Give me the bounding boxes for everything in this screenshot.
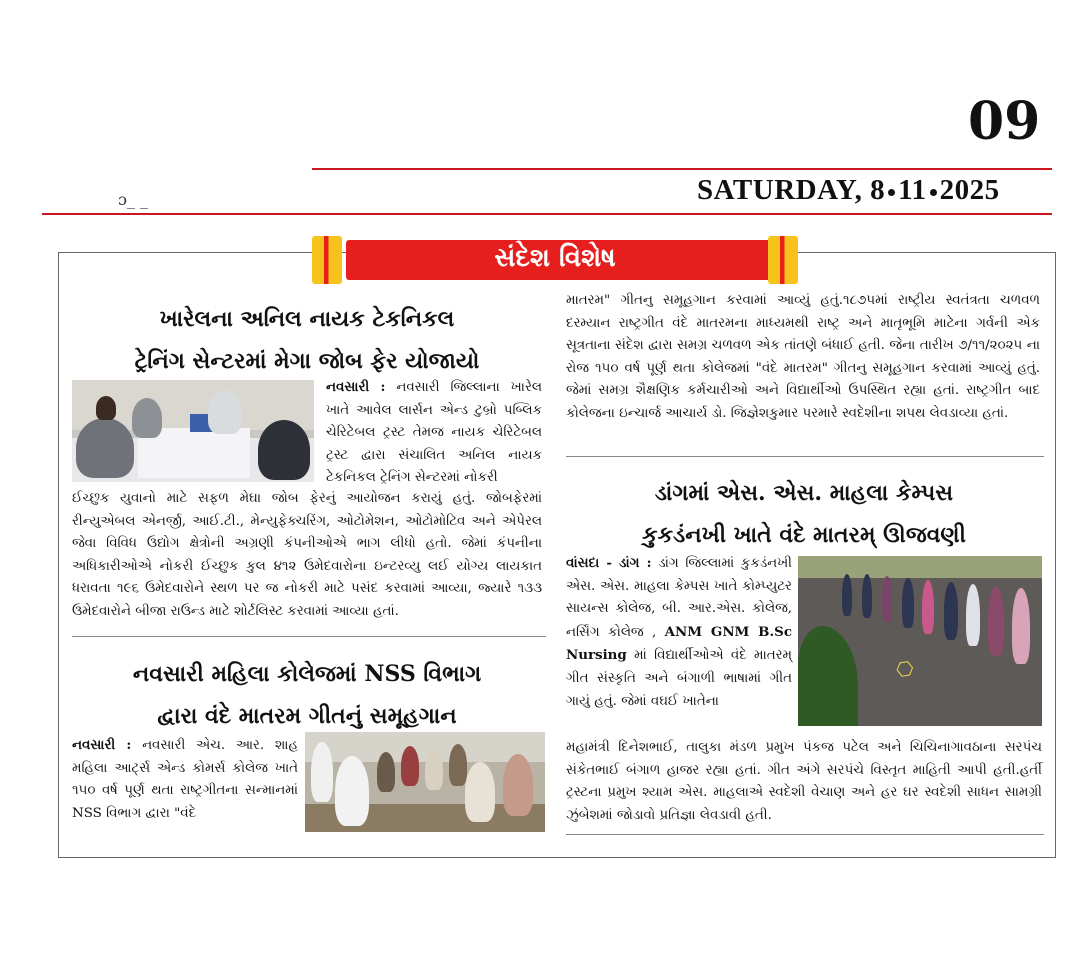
article2-continuation-text: માતરમ" ગીતનુ સમૂહગાન કરવામાં આવ્યું હતું.૧૮૭૫માં રાષ્ટ્રીય સ્વતંત્રતા ચળવળ દરમ્યાન રાષ્ટ્રગીત વંદે માતરમના માધ્યમથી રાષ્ટ્ર અને માતૃભૂમિ માટેના ગર્વની એક સૂત્રતાના સંદેશ દ્વારા સમગ્ર ચળવળ એક તાંતણે બંધાઈ હતી. જેના તારીખ ૭/૧૧/૨૦૨૫ ના રોજ ૧૫૦ વર્ષ પૂર્ણ થતા કોલેજમાં "વંદે માતરમ" ગીતનુ સમૂહગાન કરવામાં આવ્યું હતું. જેમાં સમગ્ર શૈક્ષણિક કર્મચારીઓ અને વિદ્યાર્થીઓ ઉપસ્થિત રહ્યા હતાં. રાષ્ટ્રગીત બાદ કોલેજના ઇન્ચાર્જ આચાર્ય ડો. જિજ્ઞેશકુમાર પરમારે સ્વદેશીના શપથ લેવડાવ્યા હતાં. xyxy=(566,293,1040,421)
article2-headline-line2: દ્વારા વંદે માતરમ ગીતનું સમૂહગાન xyxy=(157,703,457,729)
article2-continuation xyxy=(566,290,1040,425)
section-title: સંદેશ વિશેષ xyxy=(494,243,616,273)
article3-separator xyxy=(566,834,1044,835)
page-number: 09 xyxy=(968,91,1041,152)
article1-body-lead xyxy=(326,376,542,490)
article1-headline-line1: ખારેલના અનિલ નાયક ટેકનિકલ xyxy=(159,306,455,332)
article3-headline xyxy=(566,472,1042,556)
article1-photo xyxy=(72,380,314,482)
article1-separator xyxy=(72,636,546,637)
dateline xyxy=(697,174,1000,207)
date-month: 11 xyxy=(898,174,927,206)
article2-photo xyxy=(305,732,545,832)
article3-lead-text-b: માં વિદ્યાર્થીઓએ વંદે માતરમ્ ગીત સંસ્કૃતિ અને બંગાળી ભાષામાં ગીત ગાયું હતું. જેમાં વઘઈ ખાતેના xyxy=(566,648,792,709)
article3-headline-line2: કુકડંનખી ખાતે વંદે માતરમ્ ઊજવણી xyxy=(642,522,966,548)
article3-nursing-courses: ANM GNM B.Sc Nursing xyxy=(566,623,792,664)
article2-body-lead xyxy=(72,734,298,825)
article2-dateline: નવસારી : xyxy=(72,737,132,753)
masthead-top-rule xyxy=(312,168,1052,170)
date-separator-dot xyxy=(930,189,937,196)
article3-headline-line1: ડાંગમાં એસ. એસ. માહલા કેમ્પસ xyxy=(654,480,954,506)
date-year: 2025 xyxy=(939,174,1000,206)
article1-body xyxy=(72,488,542,623)
article3-dateline: વાંસદા - ડાંગ : xyxy=(566,555,652,571)
article1-lead-text: નવસારી જિલ્લાના ખારેલ ખાતે આવેલ લાર્સન એન્ડ ટુબ્રો પબ્લિક ચેરિટેબલ ટ્રસ્ટ તેમજ નાયક ચેરિટેબલ ટ્રસ્ટ દ્વારા સંચાલિત અનિલ નાયક ટેકનિકલ ટ્રેનિંગ સેન્ટરમાં નોકરી xyxy=(326,380,542,485)
article3-photo: ⬡ xyxy=(798,556,1042,726)
article3-body xyxy=(566,737,1042,827)
date-day: 8 xyxy=(870,174,886,206)
article1-dateline: નવસારી : xyxy=(326,379,386,395)
article2-headline-line1: નવસારી મહિલા કોલેજમાં NSS વિભાગ xyxy=(132,661,482,687)
date-separator-dot xyxy=(888,189,895,196)
article1-headline-line2: ટ્રેનિંગ સેન્ટરમાં મેગા જોબ ફેર યોજાયો xyxy=(134,348,480,374)
article2-separator xyxy=(566,456,1044,457)
article1-body-text: ઈચ્છુક યુવાનો માટે સફળ મેઘા જોબ ફેરનું આયોજન કરાયું હતું. જોબફેરમાં રીન્યુએબલ એનર્જી, આઈ.ટી., મેન્યુફેક્ચરિંગ, ઓટોમેશન, ઓટોમોટિવ અને એપેરલ જેવા વિવિધ ઉદ્યોગ ક્ષેત્રોની અગ્રણી કંપનીઓએ ભાગ લીધો હતો. જેમાં કંપનીના અધિકારીઓએ નોકરી ઈચ્છુક કુલ ૪૧૨ ઉમેદવારોના ઇન્ટરવ્યુ લઈ યોગ્ય લાયકાત ધરાવતા ૧૯૬ ઉમેદવારોને સ્થળ પર જ નોકરી માટે પસંદ કરવામાં આવ્યા, જ્યારે ૧૩૩ ઉમેદવારોને બીજા રાઉન્ડ માટે શોર્ટલિસ્ટ કરવામાં આવ્યા હતાં. xyxy=(72,491,542,619)
article3-body-lead xyxy=(566,552,792,713)
section-banner xyxy=(312,236,798,284)
article3-body-text: મહામંત્રી દિનેશભાઈ, તાલુકા મંડળ પ્રમુખ પંકજ પટેલ અને ચિચિનાગાવઠાના સરપંચ સંકેતભાઈ બંગાળ હાજર રહ્યા હતાં. ગીત અંગે સરપંચે વિસ્તૃત માહિતી આપી હતી.હર્તી ટ્રસ્ટના પ્રમુખ શ્યામ એસ. માહલાએ સ્વદેશી વેચાણ અને હર ઘર સ્વદેશી સાધન સામગ્રી ઝુંબેશમાં જોડાવો પ્રતિજ્ઞા લેવડાવી હતી. xyxy=(566,740,1042,823)
day-label: SATURDAY, xyxy=(697,174,863,206)
article1-headline xyxy=(70,298,544,382)
masthead-fragment: ɔ_ _ xyxy=(118,190,149,209)
article2-headline xyxy=(70,653,544,737)
masthead-bottom-rule xyxy=(42,213,1052,215)
article2-lead-text: નવસારી એચ. આર. શાહ મહિલા આર્ટ્સ એન્ડ કોમર્સ કોલેજ ખાતે ૧૫૦ વર્ષ પૂર્ણ થતા રાષ્ટ્રગીતના સન્માનમાં NSS વિભાગ દ્વારા "વંદે xyxy=(72,738,298,821)
article3-lead-text-a: ડાંગ જિલ્લામાં કુકડંનખી એસ. એસ. માહલા કેમ્પસ ખાતે કોમ્પ્યુટર સાયન્સ કોલેજ, બી. આર.એસ. કોલેજ, નર્સિંગ કોલેજ , xyxy=(566,556,792,640)
